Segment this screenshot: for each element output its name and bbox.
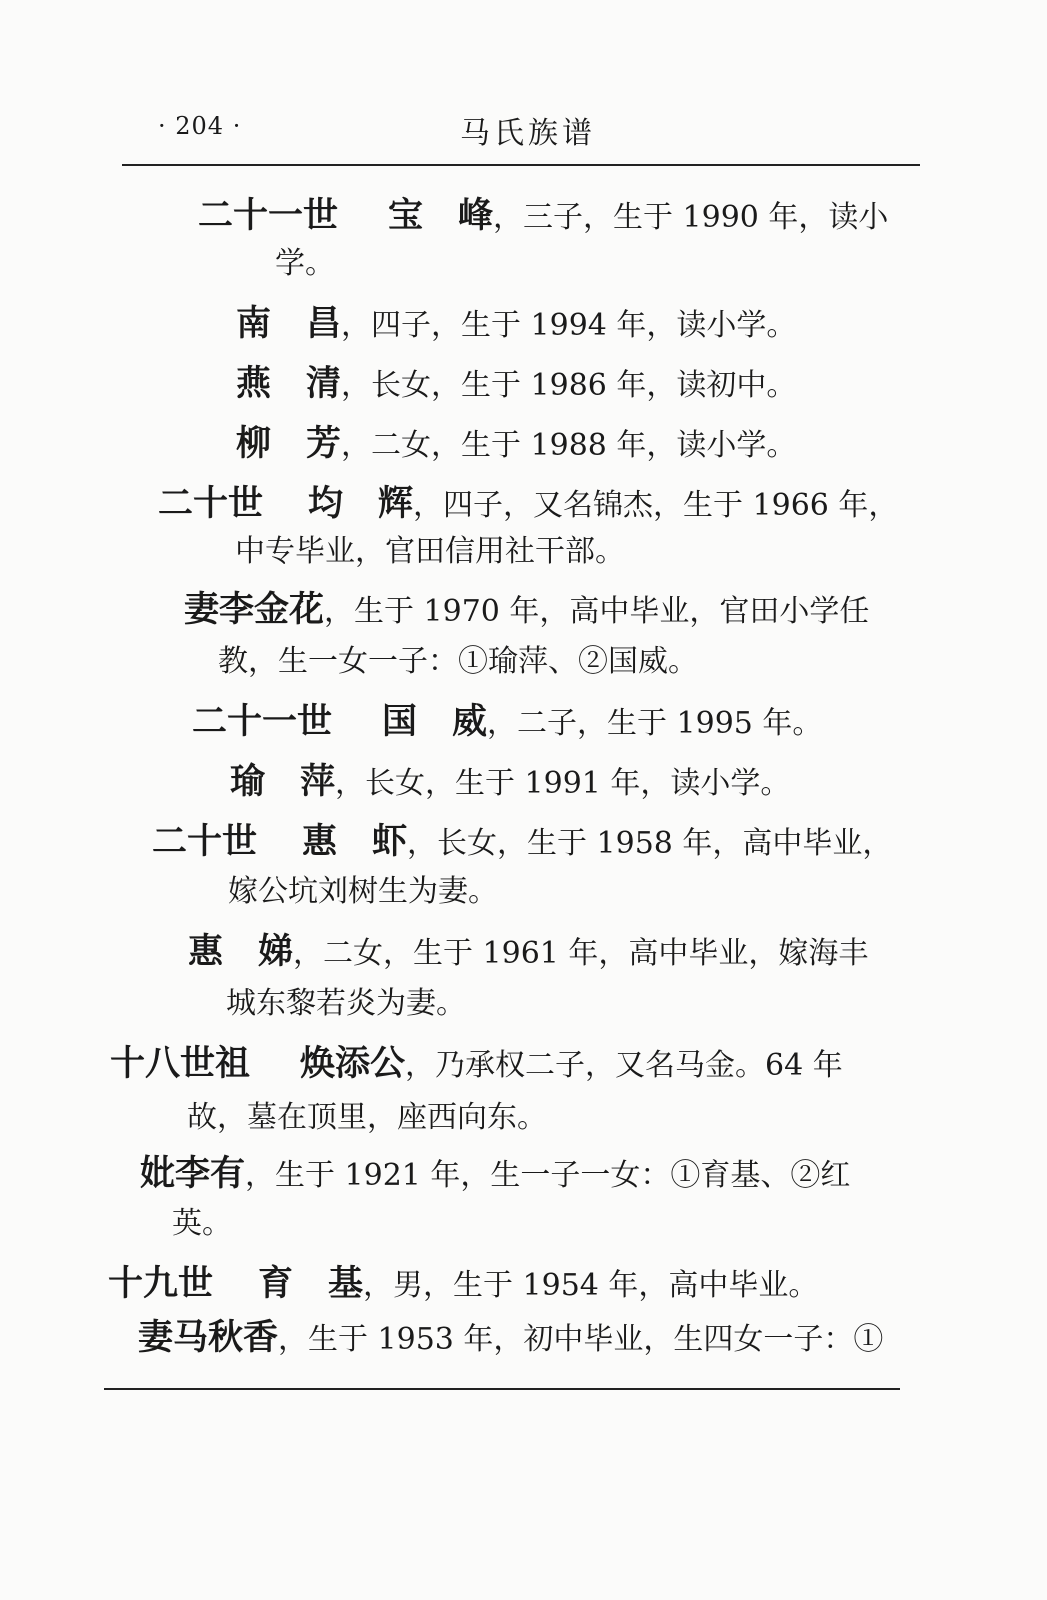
entry-text: ，男，生于 1954 年，高中毕业。 xyxy=(363,1268,819,1303)
running-title: 马氏族谱 xyxy=(460,116,596,151)
entry-text: ，四子，生于 1994 年，读小学。 xyxy=(341,308,797,343)
person-name: 焕添公 xyxy=(300,1044,406,1084)
person-name: 燕 清 xyxy=(236,364,342,404)
entry-text: ，长女，生于 1991 年，读小学。 xyxy=(335,766,791,801)
person-name: 惠 娣 xyxy=(188,932,294,972)
genealogy-entry xyxy=(236,424,796,466)
entry-continuation: 故，墓在顶里，座西向东。 xyxy=(187,1100,547,1135)
entry-text: ，四子，又名锦杰，生于 1966 年， xyxy=(413,488,899,523)
entry-text: ，长女，生于 1986 年，读初中。 xyxy=(341,368,797,403)
page-number: · 204 · xyxy=(158,112,242,140)
genealogy-entry xyxy=(192,702,822,744)
entry-text: ，生于 1921 年，生一子一女：①育基、②红 xyxy=(245,1158,851,1193)
generation-label: 十八世祖 xyxy=(110,1044,251,1084)
genealogy-entry xyxy=(108,1264,818,1306)
entry-continuation: 英。 xyxy=(172,1206,232,1241)
genealogy-entry xyxy=(230,762,790,804)
page-header xyxy=(0,112,1047,152)
person-name: 瑜 萍 xyxy=(230,762,336,802)
entry-text: ，长女，生于 1958 年，高中毕业， xyxy=(407,826,893,861)
footer-rule xyxy=(104,1388,900,1390)
header-rule xyxy=(122,164,920,166)
person-name: 妻马秋香 xyxy=(138,1318,279,1358)
entry-continuation: 城东黎若炎为妻。 xyxy=(226,986,466,1021)
genealogy-entry xyxy=(236,304,796,346)
person-name: 南 昌 xyxy=(236,304,342,344)
person-name: 妣李有 xyxy=(140,1154,246,1194)
genealogy-entry xyxy=(152,822,892,864)
entry-text: ，生于 1970 年，高中毕业，官田小学任 xyxy=(324,594,870,629)
person-name: 国 威 xyxy=(382,702,488,742)
person-name: 柳 芳 xyxy=(236,424,342,464)
person-name: 均 辉 xyxy=(308,484,414,524)
entry-continuation: 中专毕业，官田信用社干部。 xyxy=(235,534,625,569)
genealogy-entry xyxy=(198,196,888,238)
genealogy-entry xyxy=(140,1154,850,1196)
genealogy-entry xyxy=(236,364,796,406)
genealogy-entry xyxy=(158,484,898,526)
generation-label: 二十世 xyxy=(158,484,264,524)
person-name: 宝 峰 xyxy=(388,196,494,236)
genealogy-entry xyxy=(184,590,869,632)
entry-text: ，乃承权二子，又名马金。64 年 xyxy=(405,1048,843,1083)
genealogy-entry xyxy=(110,1044,843,1086)
person-name: 妻李金花 xyxy=(184,590,325,630)
person-name: 惠 虾 xyxy=(302,822,408,862)
entry-continuation: 学。 xyxy=(275,246,335,281)
entry-continuation: 教，生一女一子：①瑜萍、②国威。 xyxy=(218,644,698,679)
person-name: 育 基 xyxy=(258,1264,364,1304)
entry-text: ，二女，生于 1961 年，高中毕业，嫁海丰 xyxy=(293,936,869,971)
generation-label: 二十世 xyxy=(152,822,258,862)
entry-text: ，三子，生于 1990 年，读小 xyxy=(493,200,889,235)
entry-text: ，二女，生于 1988 年，读小学。 xyxy=(341,428,797,463)
genealogy-entry xyxy=(138,1318,883,1360)
entry-continuation: 嫁公坑刘树生为妻。 xyxy=(228,874,498,909)
entry-text: ，生于 1953 年，初中毕业，生四女一子：① xyxy=(278,1322,884,1357)
generation-label: 二十一世 xyxy=(198,196,339,236)
generation-label: 十九世 xyxy=(108,1264,214,1304)
genealogy-entry xyxy=(188,932,868,974)
entry-text: ，二子，生于 1995 年。 xyxy=(487,706,823,741)
generation-label: 二十一世 xyxy=(192,702,333,742)
